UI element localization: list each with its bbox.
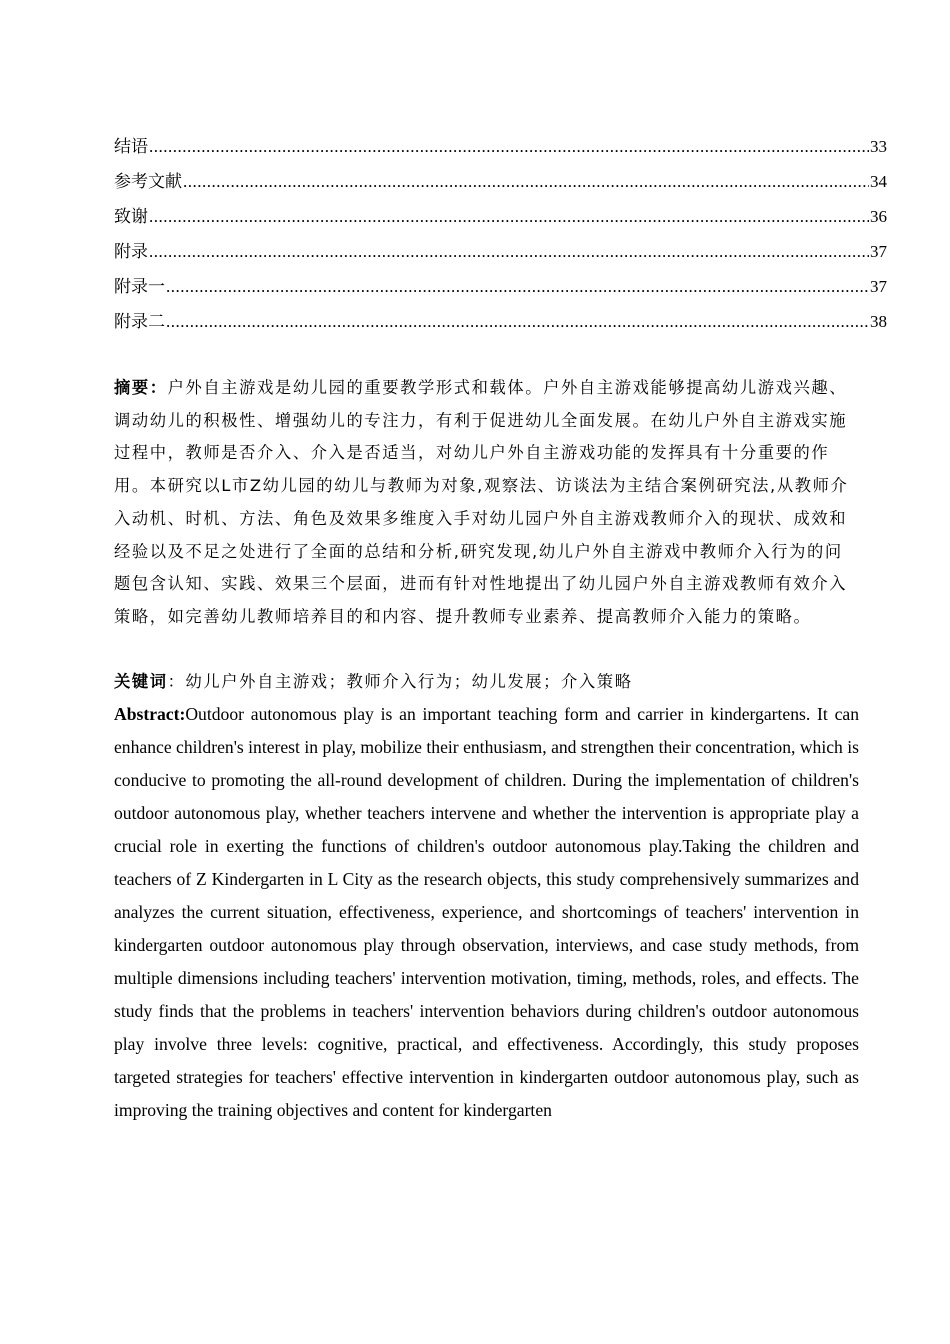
table-of-contents (114, 135, 887, 345)
toc-entry-page: 36 (870, 207, 887, 226)
toc-entry-page: 33 (870, 137, 887, 156)
chinese-keywords-text: ：幼儿户外自主游戏；教师介入行为；幼儿发展；介入策略 (167, 672, 633, 691)
toc-entry-title: 结语 (114, 137, 148, 156)
chinese-keywords-label: 关键词 (114, 672, 168, 691)
toc-entry-acknowledgements[interactable] (114, 205, 887, 240)
toc-leader-dots (166, 310, 869, 334)
toc-entry-appendix[interactable] (114, 240, 887, 275)
toc-entry-page: 37 (870, 277, 887, 296)
toc-entry-appendix-1[interactable] (114, 275, 887, 310)
toc-entry-references[interactable] (114, 170, 887, 205)
toc-leader-dots (166, 275, 869, 299)
chinese-abstract-label: 摘要： (114, 378, 168, 397)
toc-entry-title: 参考文献 (114, 172, 182, 191)
chinese-abstract-text: 户外自主游戏是幼儿园的重要教学形式和载体。户外自主游戏能够提高幼儿游戏兴趣、调动幼儿的积极性、增强幼儿的专注力，有利于促进幼儿全面发展。在幼儿户外自主游戏实施过程中，教师是否介入、介入是否适当，对幼儿户外自主游戏功能的发挥具有十分重要的作用。本研究以L市Z幼儿园的幼儿与教师为对象,观察法、访谈法为主结合案例研究法,从教师介入动机、时机、方法、角色及效果多维度入手对幼儿园户外自主游戏教师介入的现状、成效和经验以及不足之处进行了全面的总结和分析,研究发现,幼儿户外自主游戏中教师介入行为的问题包含认知、实践、效果三个层面，进而有针对性地提出了幼儿园户外自主游戏教师有效介入策略，如完善幼儿教师培养目的和内容、提升教师专业素养、提高教师介入能力的策略。 (114, 378, 849, 626)
toc-entry-title: 附录一 (114, 277, 165, 296)
toc-leader-dots (149, 135, 869, 159)
english-abstract-label: Abstract: (114, 704, 186, 724)
toc-entry-title: 致谢 (114, 207, 148, 226)
toc-entry-page: 37 (870, 242, 887, 261)
toc-leader-dots (149, 205, 869, 229)
toc-entry-conclusion[interactable] (114, 135, 887, 170)
toc-leader-dots (183, 170, 869, 194)
english-abstract (114, 698, 859, 1127)
toc-entry-title: 附录二 (114, 312, 165, 331)
toc-entry-page: 34 (870, 172, 887, 191)
chinese-abstract (114, 372, 859, 634)
english-abstract-text: Outdoor autonomous play is an important teaching form and carrier in kindergartens. It can enhance children's interest in play, mobilize their enthusiasm, and strengthen their concentration, which is conducive to promoting the all-round development of children. During the implementation of children's outdoor autonomous play, whether teachers intervene and whether the intervention is appropriate play a crucial role in exerting the functions of children's outdoor autonomous play.Taking the children and teachers of Z Kindergarten in L City as the research objects, this study comprehensively summarizes and analyzes the current situation, effectiveness, experience, and shortcomings of teachers' intervention in kindergarten outdoor autonomous play through observation, interviews, and case study methods, from multiple dimensions including teachers' intervention motivation, timing, methods, roles, and effects. The study finds that the problems in teachers' intervention behaviors during children's outdoor autonomous play involve three levels: cognitive, practical, and effectiveness. Accordingly, this study proposes targeted strategies for teachers' effective intervention in kindergarten outdoor autonomous play, such as improving the training objectives and content for kindergarten (114, 704, 859, 1120)
toc-entry-title: 附录 (114, 242, 148, 261)
toc-entry-page: 38 (870, 312, 887, 331)
toc-leader-dots (149, 240, 869, 264)
chinese-keywords (114, 666, 859, 699)
toc-entry-appendix-2[interactable] (114, 310, 887, 345)
